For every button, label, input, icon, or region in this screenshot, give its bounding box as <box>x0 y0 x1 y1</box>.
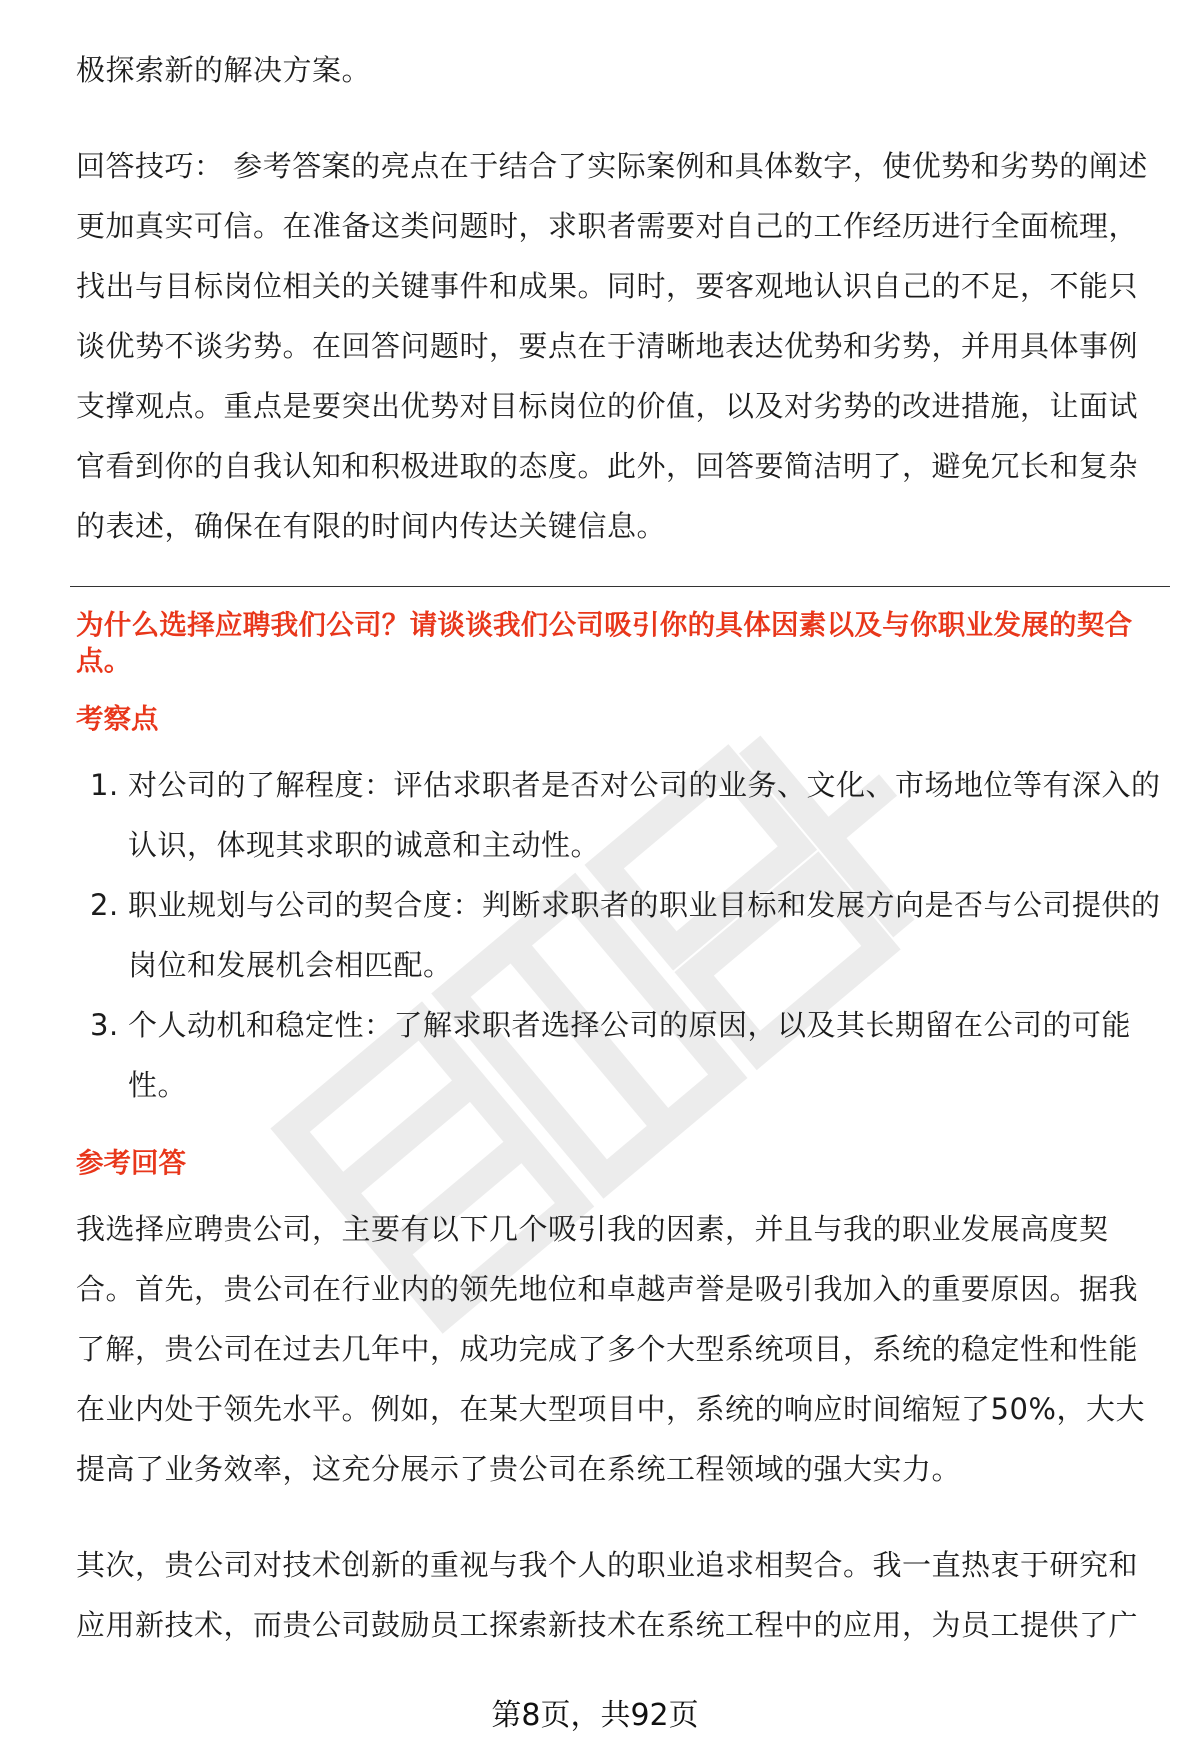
answer-paragraph: 我选择应聘贵公司，主要有以下几个吸引我的因素，并且与我的职业发展高度契合。首先，贵公司在行业内的领先地位和卓越声誉是吸引我加入的重要原因。据我了解，贵公司在过去几年中，成功完成了多个大型系统项目，系统的稳定性和性能在业内处于领先水平。例如，在某大型项目中，系统的响应时间缩短了50%，大大提高了业务效率，这充分展示了贵公司在系统工程领域的强大实力。 <box>76 1212 1145 1486</box>
question-heading: 为什么选择应聘我们公司？请谈谈我们公司吸引你的具体因素以及与你职业发展的契合点。 <box>76 609 1133 677</box>
tips-paragraph: 回答技巧： 参考答案的亮点在于结合了实际案例和具体数字，使优势和劣势的阐述更加真实可信。在准备这类问题时，求职者需要对自己的工作经历进行全面梳理，找出与目标岗位相关的关键事件和成果。同时，要客观地认识自己的不足，不能只谈优势不谈劣势。在回答问题时，要点在于清晰地表达优势和劣势，并用具体事例支撑观点。重点是要突出优势对目标岗位的价值，以及对劣势的改进措施，让面试官看到你的自我认知和积极进取的态度。此外，回答要简洁明了，避免冗长和复杂的表述，确保在有限的时间内传达关键信息。 <box>76 149 1148 543</box>
list-item <box>76 995 1166 1115</box>
content-area <box>76 40 1166 1655</box>
answer-paragraph: 其次，贵公司对技术创新的重视与我个人的职业追求相契合。我一直热衷于研究和应用新技术，而贵公司鼓励员工探索新技术在系统工程中的应用，为员工提供了广 <box>76 1548 1139 1642</box>
list-item-number: 3. <box>90 1008 119 1042</box>
focus-heading: 考察点 <box>76 703 159 735</box>
section-divider <box>70 586 1170 587</box>
intro-tail-text: 极探索新的解决方案。 <box>76 53 372 87</box>
list-item-text: 个人动机和稳定性：了解求职者选择公司的原因，以及其长期留在公司的可能性。 <box>128 1008 1132 1102</box>
list-item <box>76 875 1166 995</box>
list-item <box>76 755 1166 875</box>
list-item-text: 对公司的了解程度：评估求职者是否对公司的业务、文化、市场地位等有深入的认识，体现其求职的诚意和主动性。 <box>128 768 1161 862</box>
focus-points-list <box>76 755 1166 1115</box>
answer-heading: 参考回答 <box>76 1147 186 1179</box>
list-item-text: 职业规划与公司的契合度：判断求职者的职业目标和发展方向是否与公司提供的岗位和发展机会相匹配。 <box>128 888 1161 982</box>
page-number-footer: 第8页，共92页 <box>491 1698 699 1733</box>
list-item-number: 1. <box>90 768 119 802</box>
list-item-number: 2. <box>90 888 119 922</box>
